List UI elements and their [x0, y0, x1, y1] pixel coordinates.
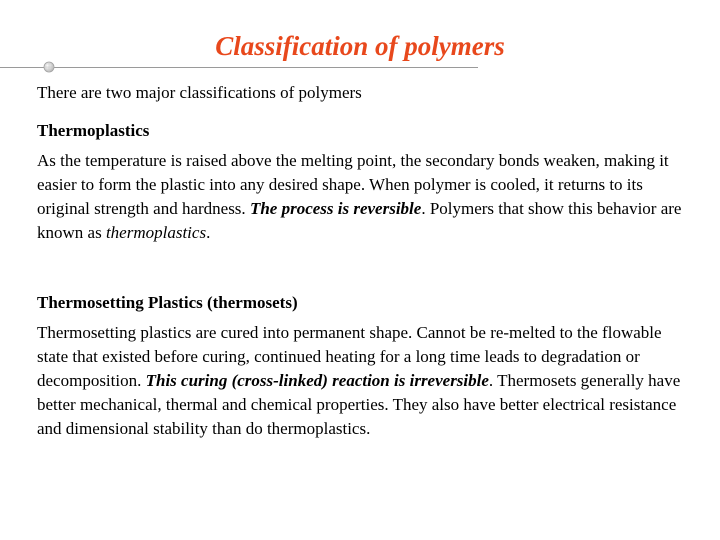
text-segment: .	[206, 223, 211, 242]
slide-body	[37, 81, 682, 441]
emphasis-reversible: The process is reversible	[249, 199, 422, 218]
paragraph-thermoplastics	[37, 149, 682, 245]
heading-thermosets: Thermosetting Plastics (thermosets)	[37, 293, 298, 312]
text-segment: As the temperature is raised above the melting point, the secondary bonds weaken, making it easier to form the plastic into any desired shape. When polymer is cooled, it returns to its original strength and hardness.	[37, 151, 669, 218]
text-segment: . Thermosets generally have better mechanical, thermal and chemical properties. They also have better electrical resistance and dimensional stability than do thermoplastics.	[37, 371, 681, 438]
intro-text: There are two major classifications of polymers	[37, 83, 362, 102]
slide-title: Classification of polymers	[215, 31, 505, 61]
text-segment: . Polymers that show this behavior are known as	[37, 199, 682, 242]
term-thermoplastics: thermoplastics	[105, 223, 207, 242]
divider-bullet-icon	[43, 61, 55, 73]
heading-thermoplastics: Thermoplastics	[37, 121, 150, 140]
emphasis-irreversible: This curing (cross-linked) reaction is irreversible	[145, 371, 489, 390]
text-segment: Thermosetting plastics are cured into permanent shape. Cannot be re-melted to the flowable state that existed before curing, continued heating for a long time leads to degradation or decomposition.	[37, 323, 662, 390]
title-divider	[0, 67, 478, 68]
paragraph-thermosets	[37, 321, 682, 441]
